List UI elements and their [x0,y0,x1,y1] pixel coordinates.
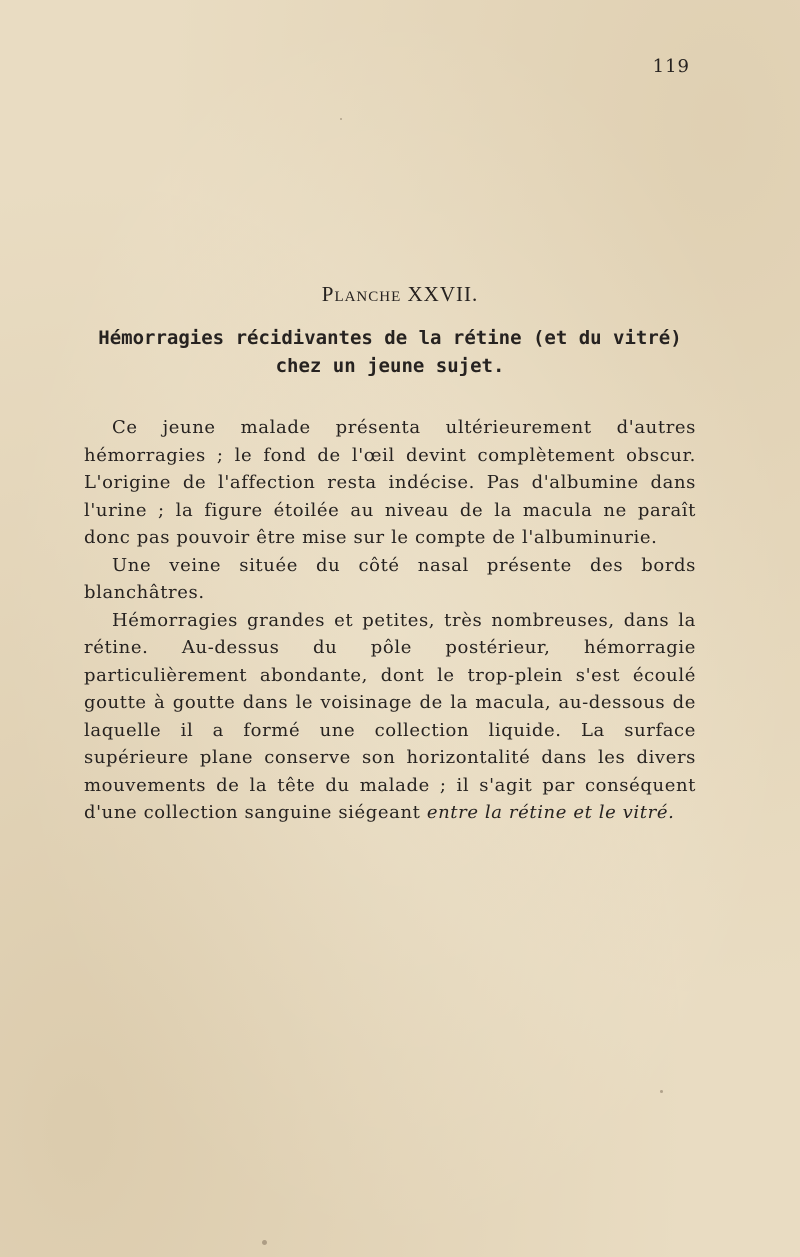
plate-numeral: XXVII. [407,282,479,306]
paper-speck [340,118,342,120]
heading-line-2: chez un jeune sujet. [275,355,505,377]
section-heading [84,324,696,380]
heading-line-1: Hémorragies récidivantes de la rétine (et du vitré) [98,327,682,349]
paper-speck [660,1090,663,1093]
paper-speck [262,1240,267,1245]
paragraph-3-italic: entre la rétine et le vitré. [426,802,675,823]
body-text [84,414,696,827]
paragraph-1: Ce jeune malade présenta ultérieurement d'autres hémorragies ; le fond de l'œil devint complètement obscur. L'origine de l'affection resta indécise. Pas d'albumine dans l'urine ; la figure étoilée au niveau de la macula ne paraît donc pas pouvoir être mise sur le compte de l'albuminurie. [84,417,696,548]
paragraph-3-text: Hémorragies grandes et petites, très nombreuses, dans la rétine. Au-dessus du pôle postérieur, hémorragie particulièrement abondante, dont le trop-plein s'est écoulé goutte à goutte dans le voisinage de la macula, au-dessous de laquelle il a formé une collection liquide. La surface supérieure plane conserve son horizontalité dans les divers mouvements de la tête du malade ; il s'agit par conséquent d'une collection sanguine siégeant [84,609,696,823]
paragraph-3 [84,607,696,827]
paragraph-2: Une veine située du côté nasal présente des bords blanchâtres. [84,554,696,603]
plate-title-initial: P [321,282,335,306]
plate-title [0,282,800,307]
plate-title-rest: lanche [334,282,402,306]
page-number: 119 [652,56,690,77]
